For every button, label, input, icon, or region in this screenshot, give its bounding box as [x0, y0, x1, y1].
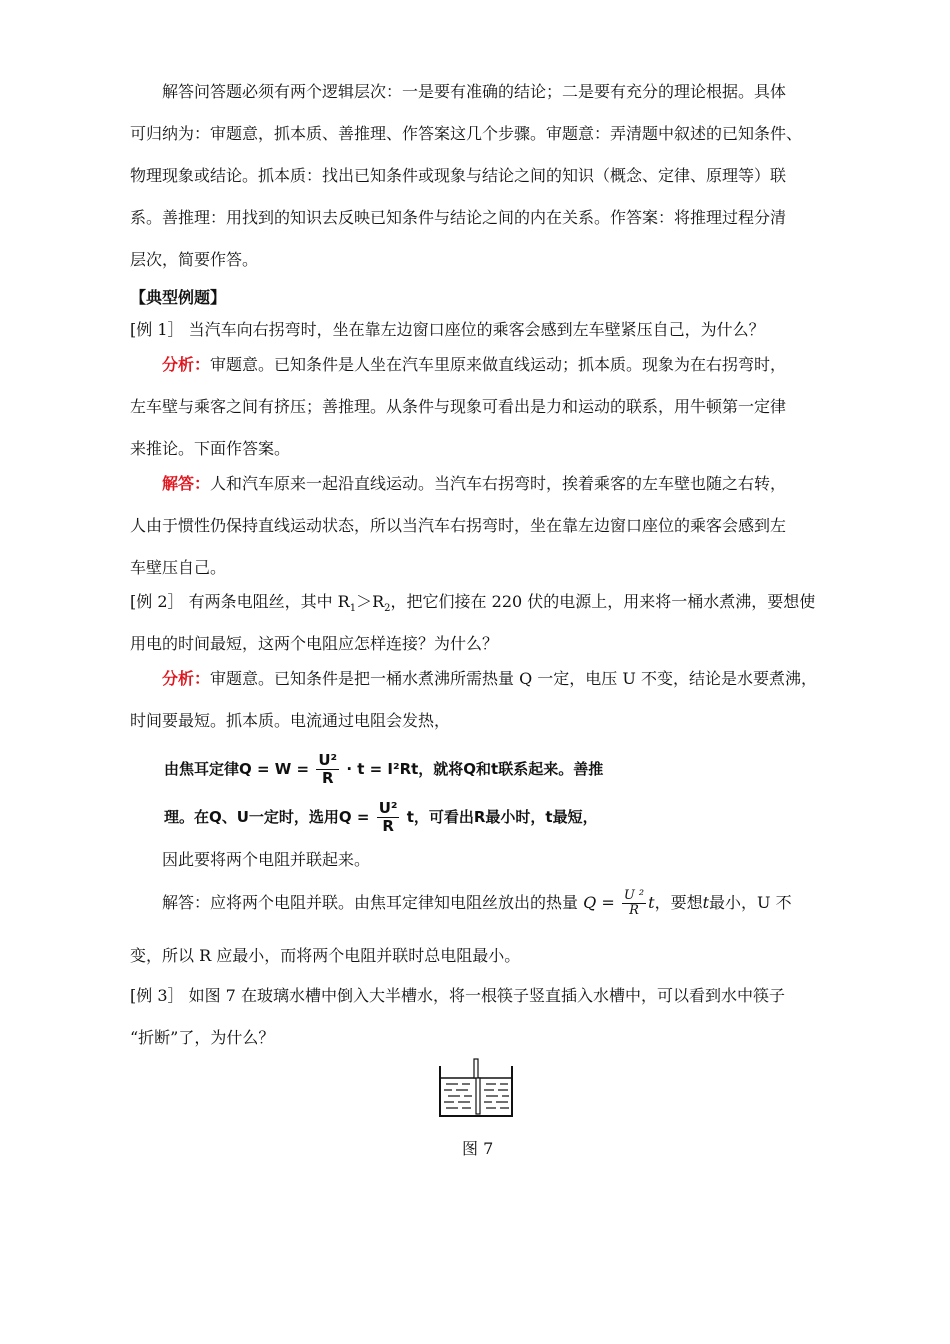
- answer-variable-t: t: [702, 893, 710, 912]
- example-2-answer-line-1: [162, 888, 792, 918]
- answer-text-a: 解答：应将两个电阻并联。由焦耳定律知电阻丝放出的热量: [162, 893, 579, 912]
- formula-text-b: · t = I²Rt，就将Q和t联系起来。善推: [346, 760, 604, 778]
- example-1-question: [例 1］ 当汽车向右拐弯时，坐在靠左边窗口座位的乘客会感到左车壁紧压自己，为什么？: [130, 320, 765, 339]
- example-1-answer-line-1: [162, 474, 786, 494]
- figure-caption: 图 7: [462, 1139, 494, 1158]
- fraction-denominator: R: [382, 817, 394, 835]
- answer-text-c: 最小，U 不: [709, 893, 792, 912]
- example-1-analysis-line-1: [162, 355, 786, 375]
- answer-text-b: ，要想: [654, 893, 703, 912]
- reasoning-formula-line: [164, 800, 598, 835]
- analysis-label: 分析：: [162, 669, 211, 688]
- fraction-numerator: U ²: [623, 888, 645, 903]
- example-1-answer-line-2: 人由于惯性仍保持直线运动状态，所以当汽车右拐弯时，坐在靠左边窗口座位的乘客会感到左: [130, 516, 787, 535]
- example-2-analysis-line-1: [162, 669, 817, 689]
- fraction: [377, 800, 400, 835]
- section-title: 【典型例题】: [130, 288, 227, 307]
- q-part-c: ，把它们接在 220 伏的电源上，用来将一桶水煮沸，要想使: [390, 592, 816, 611]
- example-2-question-line-1: [130, 592, 815, 619]
- chopstick-above-water: [474, 1059, 478, 1078]
- analysis-text: 审题意。已知条件是把一桶水煮沸所需热量 Q 一定，电压 U 不变，结论是水要煮沸，: [210, 669, 817, 688]
- example-2-answer-line-2: 变，所以 R 应最小，而将两个电阻并联时总电阻最小。: [130, 946, 521, 965]
- answer-formula-q: Q =: [583, 893, 615, 912]
- formula-text-a: 理。在Q、U一定时，选用Q =: [164, 808, 370, 826]
- fraction-numerator: U²: [378, 799, 398, 817]
- analysis-text: 审题意。已知条件是人坐在汽车里原来做直线运动；抓本质。现象为在右拐弯时，: [210, 355, 787, 374]
- answer-formula-t: t: [648, 893, 655, 912]
- answer-fraction: [622, 889, 646, 918]
- intro-line-3: 物理现象或结论。抓本质：找出已知条件或现象与结论之间的知识（概念、定律、原理等）联: [130, 166, 787, 185]
- example-3-question-line-2: “折断”了，为什么？: [130, 1028, 275, 1047]
- example-2-conclusion: 因此要将两个电阻并联起来。: [162, 850, 371, 869]
- intro-line-5: 层次，简要作答。: [130, 250, 259, 269]
- q-part-a: [例 2］ 有两条电阻丝，其中 R: [130, 592, 350, 611]
- example-1-analysis-line-3: 来推论。下面作答案。: [130, 439, 291, 458]
- fraction-denominator: R: [629, 903, 639, 918]
- q-part-b: ＞R: [356, 592, 385, 611]
- answer-text: 人和汽车原来一起沿直线运动。当汽车右拐弯时，挨着乘客的左车壁也随之右转，: [210, 474, 787, 493]
- intro-line-4: 系。善推理：用找到的知识去反映已知条件与结论之间的内在关系。作答案：将推理过程分清: [130, 208, 787, 227]
- example-2-question-line-2: 用电的时间最短，这两个电阻应怎样连接？为什么？: [130, 634, 499, 653]
- example-1-answer-line-3: 车壁压自己。: [130, 558, 227, 577]
- subscript-1: 1: [349, 603, 357, 615]
- analysis-label: 分析：: [162, 355, 211, 374]
- water-tank-figure: [436, 1058, 516, 1120]
- subscript-2: 2: [384, 603, 391, 615]
- chopstick-in-water: [476, 1078, 480, 1114]
- intro-line-1: 解答问答题必须有两个逻辑层次：一是要有准确的结论；二是要有充分的理论根据。具体: [162, 82, 787, 101]
- formula-text-b: t，可看出R最小时，t最短，: [406, 808, 598, 826]
- joule-law-formula-line: [164, 752, 603, 787]
- fraction: [316, 752, 339, 787]
- example-3-question-line-1: [例 3］ 如图 7 在玻璃水槽中倒入大半槽水，将一根筷子竖直插入水槽中，可以看到水中筷子: [130, 986, 785, 1005]
- answer-label: 解答：: [162, 474, 211, 493]
- intro-line-2: 可归纳为：审题意，抓本质、善推理、作答案这几个步骤。审题意：弄清题中叙述的已知条件、: [130, 124, 803, 143]
- fraction-numerator: U²: [318, 751, 338, 769]
- fraction-denominator: R: [321, 769, 334, 787]
- example-2-analysis-line-2: 时间要最短。抓本质。电流通过电阻会发热，: [130, 711, 451, 730]
- formula-text-a: 由焦耳定律Q = W =: [164, 760, 310, 778]
- example-1-analysis-line-2: 左车壁与乘客之间有挤压；善推理。从条件与现象可看出是力和运动的联系，用牛顿第一定律: [130, 397, 787, 416]
